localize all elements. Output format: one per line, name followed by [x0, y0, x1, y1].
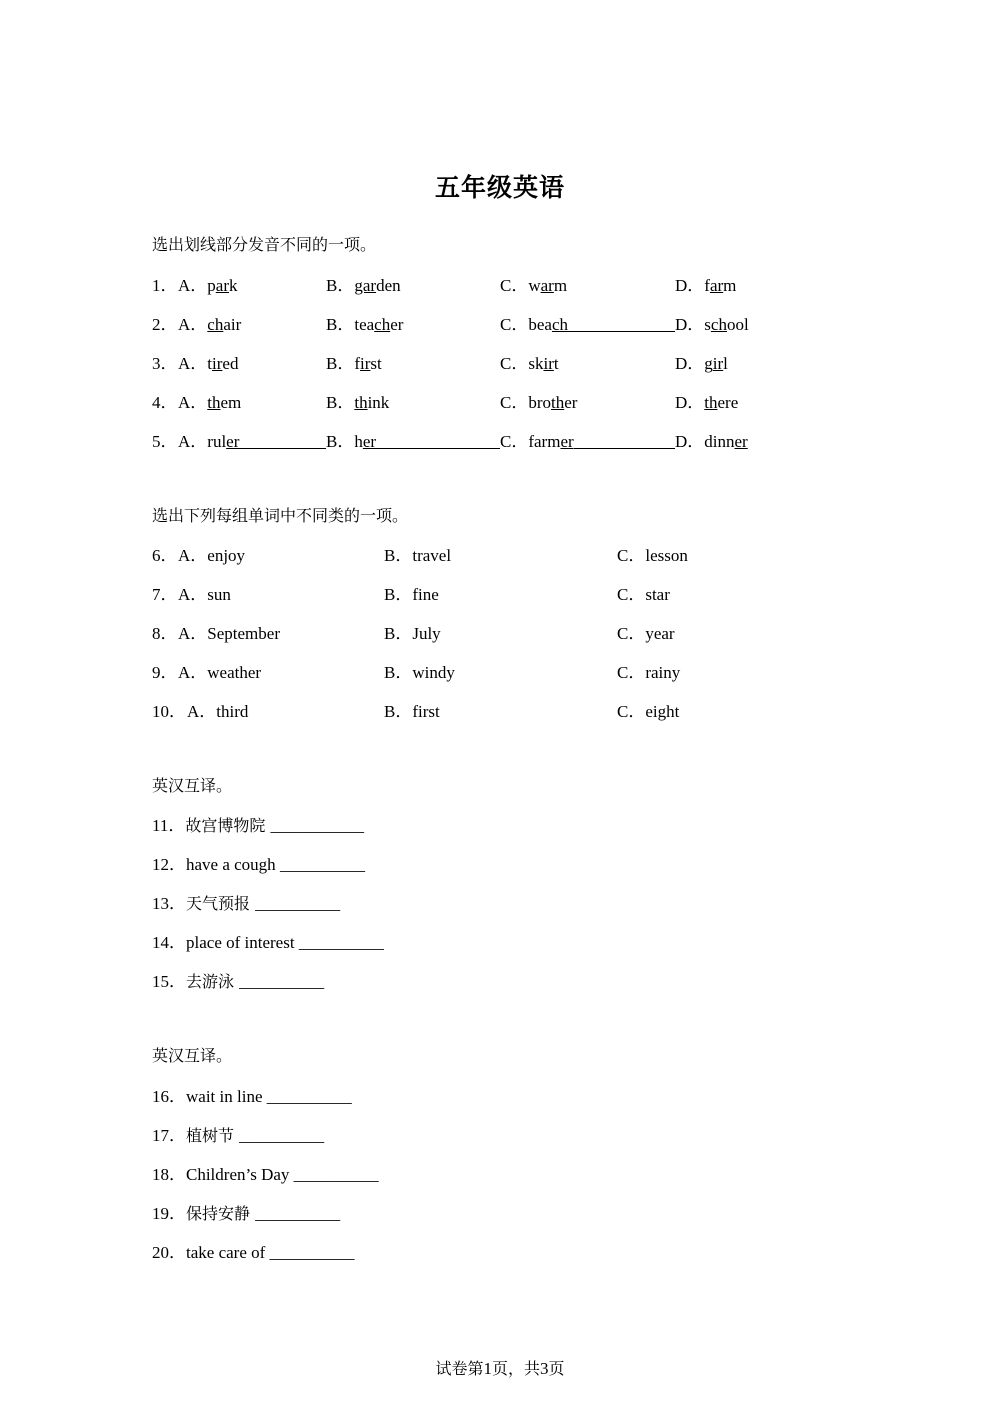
section-instruction-odd-one-out: 选出下列每组单词中不同类的一项。 [152, 506, 409, 525]
word-part: g [704, 354, 713, 373]
word-part-underlined: ar [709, 276, 724, 295]
translation-item [152, 1160, 379, 1185]
answer-option[interactable] [500, 427, 675, 452]
option-word: weather [207, 663, 262, 682]
answer-option[interactable] [384, 619, 441, 644]
question-number: 20． [152, 1243, 186, 1262]
answer-option[interactable] [384, 658, 455, 683]
word-part: bro [528, 393, 552, 412]
word-part: m [553, 276, 568, 295]
answer-blank[interactable]: __________ [255, 1204, 341, 1223]
prompt-text: 植树节 [186, 1126, 240, 1145]
answer-option[interactable] [675, 427, 748, 452]
answer-option[interactable] [617, 580, 670, 605]
answer-option[interactable] [326, 349, 382, 374]
question-row [152, 388, 852, 412]
answer-blank[interactable]: __________ [298, 933, 384, 952]
word-part: ed [222, 354, 239, 373]
word-part: tea [354, 315, 375, 334]
option-letter: D． [675, 432, 705, 451]
answer-option[interactable] [384, 541, 451, 566]
word-part: dinn [704, 432, 735, 451]
word-part-underlined: th [704, 393, 718, 412]
word-part-underlined: er [226, 432, 240, 451]
option-word: sun [207, 585, 231, 604]
word-part: f [704, 276, 710, 295]
question-number: 19． [152, 1204, 186, 1223]
option-letter: A． [178, 315, 208, 334]
word-part: p [207, 276, 216, 295]
option-word: star [645, 585, 670, 604]
option-letter: C． [500, 315, 529, 334]
answer-option[interactable] [617, 541, 688, 566]
answer-blank[interactable]: __________ [239, 1126, 325, 1145]
answer-option[interactable] [178, 349, 238, 374]
option-letter: A． [178, 585, 208, 604]
word-part: den [376, 276, 401, 295]
word-part: l [723, 354, 728, 373]
question-number: 17． [152, 1126, 186, 1145]
question-number: 5． [152, 432, 178, 451]
answer-option[interactable] [384, 697, 440, 722]
word-part: bea [528, 315, 552, 334]
option-letter: A． [178, 624, 208, 643]
answer-option[interactable] [187, 697, 248, 722]
word-part: rul [207, 432, 227, 451]
question-number: 1． [152, 276, 178, 295]
answer-option[interactable] [326, 310, 403, 335]
word-part: air [223, 315, 242, 334]
section-instruction-translation-1: 英汉互译。 [152, 776, 233, 795]
translation-item [152, 811, 364, 836]
word-part: k [229, 276, 238, 295]
word-part-underlined: ir [712, 354, 724, 373]
option-letter: C． [500, 276, 529, 295]
translation-item [152, 1121, 324, 1146]
answer-option[interactable] [500, 310, 675, 335]
option-word: lesson [645, 546, 688, 565]
answer-option[interactable] [178, 388, 241, 413]
option-letter: A． [178, 432, 208, 451]
answer-blank[interactable]: __________ [255, 894, 341, 913]
word-part-underlined: ch [207, 315, 224, 334]
answer-option[interactable] [675, 388, 738, 413]
word-part: s [704, 315, 711, 334]
underline-extension [376, 432, 500, 449]
option-letter: A． [187, 702, 217, 721]
answer-option[interactable] [500, 271, 567, 296]
word-part-underlined: ch [710, 315, 727, 334]
prompt-text: Children’s Day [186, 1165, 294, 1184]
answer-option[interactable] [178, 427, 326, 452]
prompt-text: 保持安静 [186, 1204, 256, 1223]
word-part: ere [717, 393, 739, 412]
word-part-underlined: gar [354, 276, 377, 295]
answer-option[interactable] [178, 271, 238, 296]
option-letter: A． [178, 276, 208, 295]
word-part: w [528, 276, 541, 295]
option-word: third [216, 702, 249, 721]
prompt-text: have a cough [186, 855, 280, 874]
prompt-text: take care of [186, 1243, 270, 1262]
word-part-underlined: ir [212, 354, 223, 373]
footer-text-a: 试卷第 [435, 1359, 484, 1378]
option-letter: C． [617, 546, 646, 565]
question-row [152, 271, 852, 295]
word-part-underlined: er [560, 432, 574, 451]
question-number: 3． [152, 354, 178, 373]
answer-blank[interactable]: ___________ [270, 816, 364, 835]
option-letter: B． [384, 663, 413, 682]
footer-page-number: 1 [483, 1359, 492, 1378]
option-letter: B． [326, 393, 355, 412]
underline-extension [568, 315, 675, 332]
option-letter: B． [384, 585, 413, 604]
answer-option[interactable] [326, 388, 389, 413]
footer-total-pages: 3 [540, 1359, 549, 1378]
answer-option[interactable] [500, 388, 577, 413]
option-letter: A． [178, 354, 208, 373]
option-letter: B． [326, 276, 355, 295]
word-part: ool [726, 315, 749, 334]
prompt-text: wait in line [186, 1087, 267, 1106]
question-number: 12． [152, 855, 186, 874]
question-number: 4． [152, 393, 178, 412]
question-row [152, 697, 852, 721]
footer-text-c: 页，共 [491, 1359, 540, 1378]
option-letter: A． [178, 663, 208, 682]
word-part-underlined: er [362, 432, 377, 451]
word-part-underlined: er [734, 432, 748, 451]
option-letter: C． [500, 393, 529, 412]
option-letter: D． [675, 315, 705, 334]
option-letter: D． [675, 276, 705, 295]
answer-blank[interactable]: __________ [279, 855, 365, 874]
answer-option[interactable] [675, 271, 736, 296]
question-number: 10． [152, 702, 186, 721]
option-letter: C． [617, 702, 646, 721]
word-part-underlined: ir [360, 354, 371, 373]
option-word: year [645, 624, 675, 643]
option-letter: B． [384, 702, 413, 721]
option-word: enjoy [207, 546, 246, 565]
option-letter: A． [178, 393, 208, 412]
word-part-underlined: th [207, 393, 221, 412]
answer-option[interactable] [500, 349, 559, 374]
word-part-underlined: th [354, 393, 368, 412]
option-word: fine [412, 585, 439, 604]
word-part-underlined: ar [215, 276, 229, 295]
option-letter: A． [178, 546, 208, 565]
section-instruction-pronunciation: 选出划线部分发音不同的一项。 [152, 235, 377, 254]
answer-blank[interactable]: __________ [293, 1165, 379, 1184]
option-letter: B． [326, 432, 355, 451]
prompt-text: place of interest [186, 933, 299, 952]
word-part: t [553, 354, 559, 373]
answer-option[interactable] [617, 658, 680, 683]
word-part: em [220, 393, 242, 412]
option-letter: C． [500, 354, 529, 373]
question-number: 6． [152, 546, 178, 565]
answer-blank[interactable]: __________ [269, 1243, 355, 1262]
option-letter: B． [326, 354, 355, 373]
option-word: September [207, 624, 280, 643]
question-number: 18． [152, 1165, 186, 1184]
word-part-underlined: ch [374, 315, 391, 334]
question-number: 13． [152, 894, 186, 913]
answer-option[interactable] [326, 271, 401, 296]
translation-item [152, 1238, 355, 1263]
underline-extension [574, 432, 675, 449]
option-letter: D． [675, 393, 705, 412]
translation-item [152, 1082, 352, 1107]
option-word: travel [412, 546, 452, 565]
option-word: July [412, 624, 441, 643]
question-number: 15． [152, 972, 186, 991]
word-part: ink [367, 393, 390, 412]
question-row [152, 658, 852, 682]
page-title: 五年级英语 [434, 173, 565, 202]
word-part: farm [528, 432, 561, 451]
question-number: 9． [152, 663, 178, 682]
option-letter: C． [617, 663, 646, 682]
option-word: windy [412, 663, 455, 682]
prompt-text: 天气预报 [186, 894, 256, 913]
word-part-underlined: th [551, 393, 565, 412]
question-row [152, 427, 852, 451]
question-number: 8． [152, 624, 178, 643]
answer-blank[interactable]: __________ [239, 972, 325, 991]
word-part-underlined: ir [543, 354, 554, 373]
answer-option[interactable] [178, 619, 280, 644]
option-letter: D． [675, 354, 705, 373]
answer-option[interactable] [326, 427, 500, 452]
word-part: er [390, 315, 404, 334]
question-row [152, 541, 852, 565]
page-footer [0, 1356, 1000, 1379]
word-part: sk [528, 354, 544, 373]
question-row [152, 349, 852, 373]
option-letter: C． [500, 432, 529, 451]
question-number: 11． [152, 816, 186, 835]
answer-option[interactable] [675, 310, 749, 335]
answer-blank[interactable]: __________ [266, 1087, 352, 1106]
word-part: st [370, 354, 382, 373]
translation-item [152, 1199, 340, 1224]
prompt-text: 故宫博物院 [185, 816, 271, 835]
question-number: 2． [152, 315, 178, 334]
question-row [152, 310, 852, 334]
question-row [152, 619, 852, 643]
word-part-underlined: ar [540, 276, 554, 295]
answer-option[interactable] [617, 619, 675, 644]
option-letter: C． [617, 585, 646, 604]
word-part-underlined: ch [551, 315, 568, 334]
option-word: first [412, 702, 440, 721]
option-letter: B． [384, 624, 413, 643]
translation-item [152, 850, 365, 875]
option-letter: B． [384, 546, 413, 565]
question-number: 14． [152, 933, 186, 952]
translation-item [152, 889, 340, 914]
word-part: f [354, 354, 361, 373]
answer-option[interactable] [617, 697, 679, 722]
section-instruction-translation-2: 英汉互译。 [152, 1046, 233, 1065]
question-number: 16． [152, 1087, 186, 1106]
answer-option[interactable] [178, 310, 241, 335]
answer-option[interactable] [178, 541, 245, 566]
option-letter: C． [617, 624, 646, 643]
option-letter: B． [326, 315, 355, 334]
answer-option[interactable] [178, 658, 261, 683]
question-row [152, 580, 852, 604]
word-part: h [354, 432, 363, 451]
question-number: 7． [152, 585, 178, 604]
underline-extension [239, 432, 326, 449]
footer-text-e: 页 [548, 1359, 565, 1378]
option-word: eight [645, 702, 680, 721]
answer-option[interactable] [178, 580, 231, 605]
prompt-text: 去游泳 [186, 972, 240, 991]
option-word: rainy [645, 663, 681, 682]
word-part: er [564, 393, 578, 412]
translation-item [152, 967, 324, 992]
answer-option[interactable] [384, 580, 439, 605]
word-part: t [207, 354, 213, 373]
word-part: m [723, 276, 737, 295]
answer-option[interactable] [675, 349, 728, 374]
translation-item [152, 928, 384, 953]
